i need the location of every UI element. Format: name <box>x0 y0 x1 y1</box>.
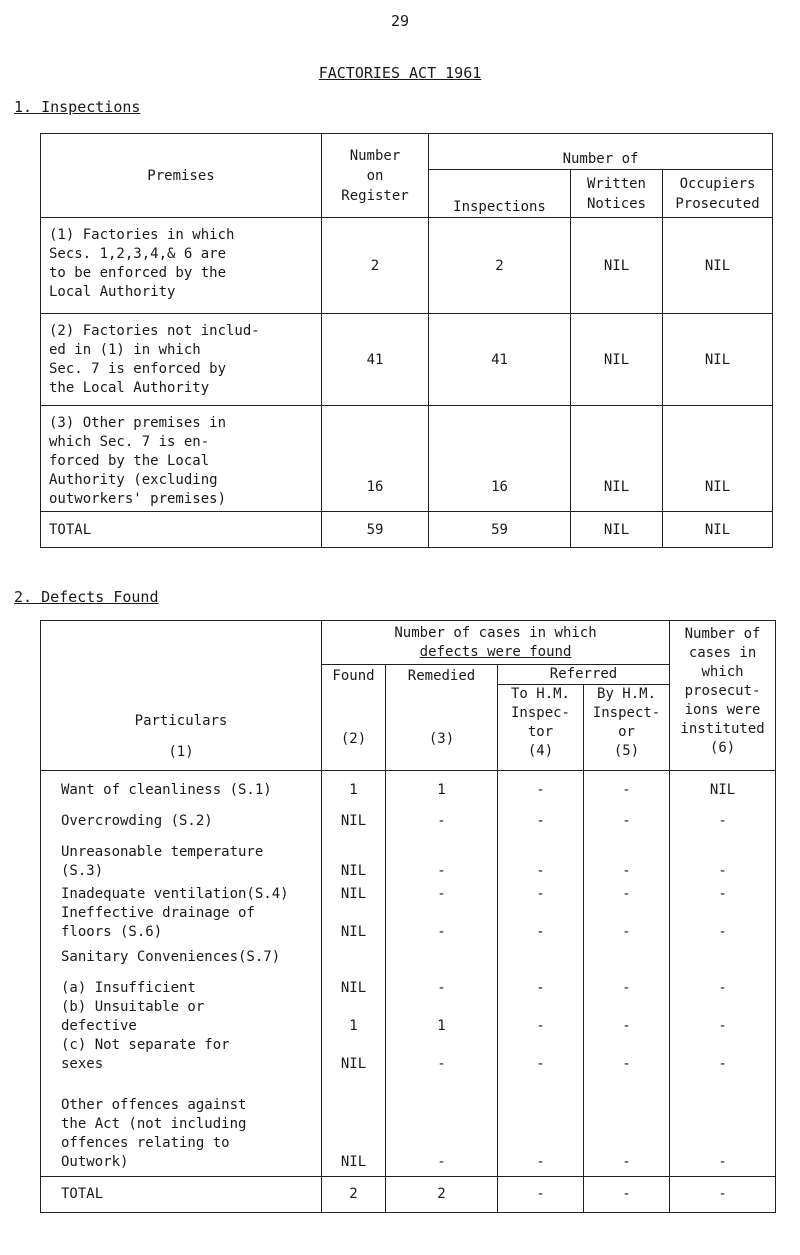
remedied-7: 1 <box>437 1018 446 1034</box>
defects-header-row-1 <box>41 621 776 665</box>
prosecutions-2: - <box>718 813 727 829</box>
header-cases-line-2: defects were found <box>419 644 572 660</box>
particular-9: (a) Insufficient <box>61 980 196 996</box>
header-by-hm <box>584 685 670 771</box>
premises-1-line-2: Secs. 1,2,3,4,& 6 are <box>49 246 227 262</box>
particular-6: Ineffective drainage of <box>61 905 255 921</box>
by-hm-6: - <box>622 980 631 996</box>
defects-total-label: TOTAL <box>41 1177 322 1213</box>
prosecutions-6: - <box>718 980 727 996</box>
prosecutions-7: - <box>718 1018 727 1034</box>
header-prosecutions-line-5: ions were <box>684 702 761 718</box>
premises-2-line-4: the Local Authority <box>49 380 210 396</box>
premises-3-line-2: which Sec. 7 is en- <box>49 434 210 450</box>
premises-1-line-4: Local Authority <box>49 284 176 300</box>
notices-cell-2: NIL <box>571 314 663 406</box>
remedied-9: - <box>437 1154 446 1170</box>
by-hm-4: - <box>622 886 631 902</box>
notices-cell-1: NIL <box>571 218 663 314</box>
section-1-heading <box>14 98 140 116</box>
particular-15: the Act (not including <box>61 1116 247 1132</box>
premises-2-line-1: (2) Factories not includ- <box>49 323 260 339</box>
header-remedied <box>386 665 498 771</box>
by-hm-7: - <box>622 1018 631 1034</box>
prosecutions-9: - <box>718 1154 727 1170</box>
header-prosecutions-line-1: Number of <box>684 626 761 642</box>
header-prosecuted-line-1: Occupiers <box>679 175 756 192</box>
to-hm-9: - <box>536 1154 545 1170</box>
defects-total-row <box>41 1177 776 1213</box>
prosecutions-8: - <box>718 1056 727 1072</box>
header-number-on-register <box>322 134 429 218</box>
by-hm-5: - <box>622 924 631 940</box>
header-by-hm-num: (5) <box>613 743 640 759</box>
header-cases-group <box>322 621 670 665</box>
by-hm-3: - <box>622 863 631 879</box>
header-prosecuted-line-2: Prosecuted <box>675 195 760 212</box>
particular-10: (b) Unsuitable or <box>61 999 205 1015</box>
particular-1: Want of cleanliness (S.1) <box>61 782 272 798</box>
prosecutions-3: - <box>718 863 727 879</box>
header-prosecutions-line-3: which <box>701 664 744 680</box>
particular-4: (S.3) <box>61 863 104 879</box>
header-written-line-1: Written <box>586 175 646 192</box>
header-premises: Premises <box>41 134 322 218</box>
particular-2: Overcrowding (S.2) <box>61 813 213 829</box>
header-register-line-2: on <box>366 167 384 184</box>
inspections-table <box>40 133 773 548</box>
by-hm-2: - <box>622 813 631 829</box>
premises-cell-2 <box>41 314 322 406</box>
total-label: TOTAL <box>41 512 322 548</box>
header-to-hm <box>498 685 584 771</box>
header-prosecutions-num: (6) <box>709 740 736 756</box>
prosecutions-5: - <box>718 924 727 940</box>
particular-3: Unreasonable temperature <box>61 844 264 860</box>
particular-14: Other offences against <box>61 1097 247 1113</box>
total-notices: NIL <box>571 512 663 548</box>
premises-2-line-2: ed in (1) in which <box>49 342 201 358</box>
by-hm-column <box>584 771 670 1177</box>
to-hm-8: - <box>536 1056 545 1072</box>
found-5: NIL <box>340 924 367 940</box>
remedied-1: 1 <box>437 782 446 798</box>
premises-3-line-3: forced by the Local <box>49 453 210 469</box>
header-by-hm-line-3: or <box>618 724 635 740</box>
inspections-header-row-1 <box>41 134 773 170</box>
notices-cell-3: NIL <box>571 406 663 512</box>
particular-13: sexes <box>61 1056 104 1072</box>
prosecuted-cell-3: NIL <box>663 406 773 512</box>
premises-3-line-4: Authority (excluding <box>49 472 218 488</box>
particular-5: Inadequate ventilation(S.4) <box>61 886 289 902</box>
found-column <box>322 771 386 1177</box>
defects-total-prosecutions: - <box>670 1177 776 1213</box>
particular-7: floors (S.6) <box>61 924 163 940</box>
particular-11: defective <box>61 1018 137 1034</box>
register-cell-3: 16 <box>322 406 429 512</box>
header-number-of: Number of <box>429 134 773 170</box>
found-9: NIL <box>340 1154 367 1170</box>
inspections-row-3 <box>41 406 773 512</box>
page-number: 29 <box>390 12 410 30</box>
remedied-3: - <box>437 863 446 879</box>
premises-cell-1 <box>41 218 322 314</box>
header-written-line-2: Notices <box>586 195 646 212</box>
premises-1-line-3: to be enforced by the <box>49 265 227 281</box>
remedied-2: - <box>437 813 446 829</box>
prosecuted-cell-2: NIL <box>663 314 773 406</box>
header-remedied-num: (3) <box>428 731 455 747</box>
inspections-row-2 <box>41 314 773 406</box>
particular-8: Sanitary Conveniences(S.7) <box>61 949 281 965</box>
header-to-hm-num: (4) <box>527 743 554 759</box>
header-particulars-label: Particulars <box>134 713 228 729</box>
by-hm-1: - <box>622 782 631 798</box>
inspections-cell-1: 2 <box>429 218 571 314</box>
defects-total-remedied: 2 <box>386 1177 498 1213</box>
register-cell-1: 2 <box>322 218 429 314</box>
defects-total-by-hm: - <box>584 1177 670 1213</box>
prosecuted-cell-1: NIL <box>663 218 773 314</box>
found-1: 1 <box>349 782 358 798</box>
header-prosecutions-line-6: instituted <box>680 721 765 737</box>
remedied-column <box>386 771 498 1177</box>
to-hm-5: - <box>536 924 545 940</box>
remedied-6: - <box>437 980 446 996</box>
to-hm-2: - <box>536 813 545 829</box>
header-particulars-num: (1) <box>168 744 194 760</box>
defects-body-row <box>41 771 776 1177</box>
found-4: NIL <box>340 886 367 902</box>
found-8: NIL <box>340 1056 367 1072</box>
total-register: 59 <box>322 512 429 548</box>
header-prosecutions <box>670 621 776 771</box>
section-1-heading-text: 1. Inspections <box>14 98 141 116</box>
defects-table <box>40 620 776 1213</box>
header-prosecutions-line-2: cases in <box>688 645 757 661</box>
to-hm-1: - <box>536 782 545 798</box>
prosecutions-1: NIL <box>709 782 736 798</box>
to-hm-4: - <box>536 886 545 902</box>
header-written-notices <box>571 170 663 218</box>
defects-total-found: 2 <box>322 1177 386 1213</box>
header-by-hm-line-2: Inspect- <box>592 705 661 721</box>
inspections-total-row <box>41 512 773 548</box>
to-hm-6: - <box>536 980 545 996</box>
found-6: NIL <box>340 980 367 996</box>
total-inspections: 59 <box>429 512 571 548</box>
particulars-column <box>41 771 322 1177</box>
document-title-text: FACTORIES ACT 1961 <box>318 64 482 82</box>
header-register-line-1: Number <box>349 147 401 164</box>
header-cases-line-1: Number of cases in which <box>394 625 597 641</box>
document-title <box>0 64 800 82</box>
premises-cell-3 <box>41 406 322 512</box>
header-prosecutions-line-4: prosecut- <box>684 683 761 699</box>
section-2-heading-text: 2. Defects Found <box>14 588 159 606</box>
header-by-hm-line-1: By H.M. <box>597 686 657 702</box>
remedied-8: - <box>437 1056 446 1072</box>
inspections-cell-2: 41 <box>429 314 571 406</box>
defects-total-to-hm: - <box>498 1177 584 1213</box>
header-particulars <box>41 621 322 771</box>
header-occupiers-prosecuted <box>663 170 773 218</box>
found-7: 1 <box>349 1018 358 1034</box>
by-hm-8: - <box>622 1056 631 1072</box>
total-prosecuted: NIL <box>663 512 773 548</box>
premises-1-line-1: (1) Factories in which <box>49 227 235 243</box>
prosecutions-4: - <box>718 886 727 902</box>
premises-3-line-1: (3) Other premises in <box>49 415 227 431</box>
prosecutions-column <box>670 771 776 1177</box>
inspections-row-1 <box>41 218 773 314</box>
found-2: NIL <box>340 813 367 829</box>
particular-16: offences relating to <box>61 1135 230 1151</box>
premises-3-line-5: outworkers' premises) <box>49 491 227 507</box>
found-3: NIL <box>340 863 367 879</box>
register-cell-2: 41 <box>322 314 429 406</box>
to-hm-7: - <box>536 1018 545 1034</box>
header-found-label: Found <box>332 668 375 684</box>
header-inspections: Inspections <box>429 170 571 218</box>
section-2-heading <box>14 588 159 606</box>
to-hm-3: - <box>536 863 545 879</box>
premises-2-line-3: Sec. 7 is enforced by <box>49 361 227 377</box>
header-register-line-3: Register <box>341 187 409 204</box>
header-found-num: (2) <box>340 731 367 747</box>
header-to-hm-line-1: To H.M. <box>510 686 570 702</box>
inspections-cell-3: 16 <box>429 406 571 512</box>
to-hm-column <box>498 771 584 1177</box>
remedied-5: - <box>437 924 446 940</box>
particular-12: (c) Not separate for <box>61 1037 230 1053</box>
particular-17: Outwork) <box>61 1154 129 1170</box>
header-found <box>322 665 386 771</box>
by-hm-9: - <box>622 1154 631 1170</box>
header-to-hm-line-2: Inspec- <box>510 705 570 721</box>
header-to-hm-line-3: tor <box>527 724 554 740</box>
header-referred: Referred <box>498 665 670 685</box>
header-remedied-label: Remedied <box>407 668 476 684</box>
remedied-4: - <box>437 886 446 902</box>
